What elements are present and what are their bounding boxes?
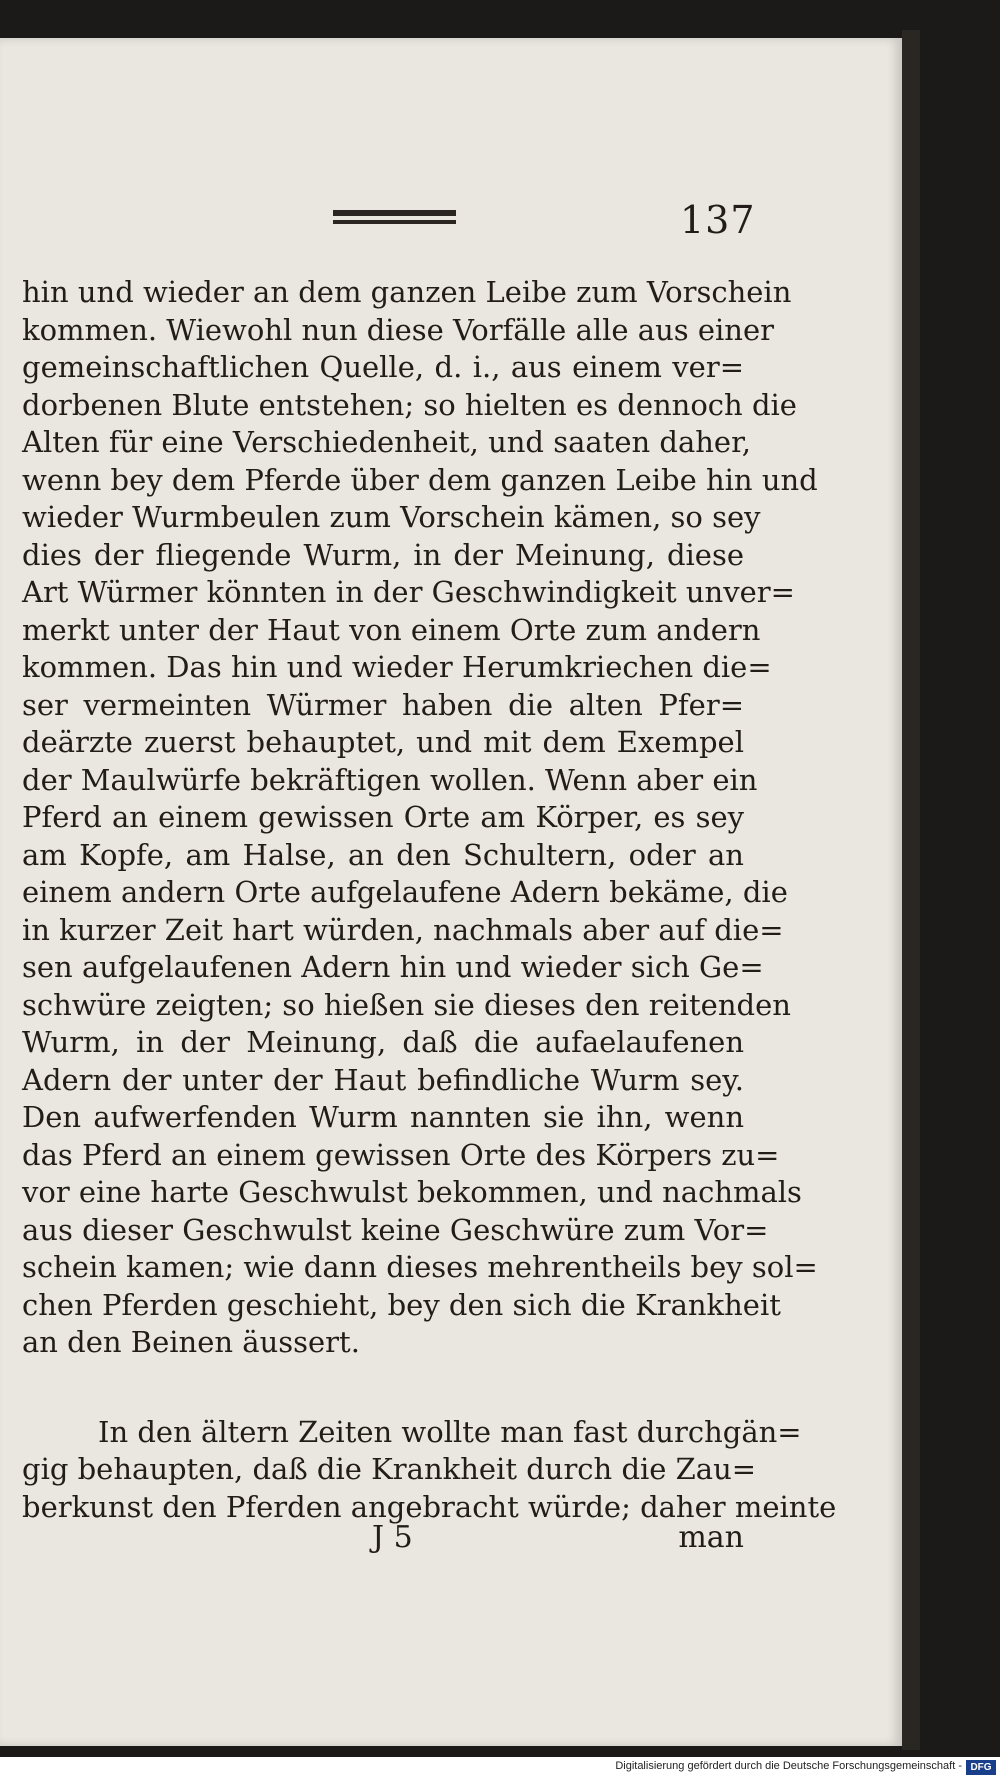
text-line: Alten für eine Verschiedenheit, und saaten daher, (22, 425, 751, 459)
catchword: man (678, 1520, 744, 1555)
signature-mark: J 5 (372, 1520, 413, 1555)
digitization-credit-bar (0, 1757, 1000, 1779)
text-line: wieder Wurmbeulen zum Vorschein kämen, so sey (22, 500, 761, 534)
header-ornament-rule (333, 210, 456, 224)
text-line: der Maulwürfe bekräftigen wollen. Wenn aber ein (22, 762, 758, 797)
text-line: kommen. Das hin und wieder Herumkriechen die= (22, 650, 772, 684)
text-line: schein kamen; wie dann dieses mehrentheils bey sol= (22, 1250, 818, 1284)
page-footer (0, 1518, 744, 1558)
text-line: in kurzer Zeit hart würden, nachmals aber auf die= (22, 912, 784, 947)
text-line: gemeinschaftlichen Quelle, d. i., aus einem ver= (22, 350, 744, 384)
text-line: dorbenen Blute entstehen; so hielten es dennoch die (22, 387, 797, 422)
text-line: hin und wieder an dem ganzen Leibe zum Vorschein (22, 275, 792, 309)
body-text (22, 274, 837, 1526)
text-line: Pferd an einem gewissen Orte am Körper, es sey (22, 800, 744, 834)
text-line: In den ältern Zeiten wollte man fast durchgän= (98, 1414, 802, 1449)
text-line: aus dieser Geschwulst keine Geschwüre zum Vor= (22, 1212, 769, 1247)
text-line: Adern der unter der Haut befindliche Wurm sey. (22, 1062, 744, 1097)
text-line: das Pferd an einem gewissen Orte des Körpers zu= (22, 1137, 780, 1172)
paragraph-gap (22, 1362, 744, 1414)
text-line: deärzte zuerst behauptet, und mit dem Exempel (22, 725, 744, 759)
text-line: gig behaupten, daß die Krankheit durch die Zau= (22, 1452, 757, 1486)
page-number: 137 (680, 198, 756, 242)
text-line: schwüre zeigten; so hießen sie dieses den reitenden (22, 987, 791, 1022)
text-line: merkt unter der Haut von einem Orte zum andern (22, 612, 761, 647)
text-line: vor eine harte Geschwulst bekommen, und nachmals (22, 1175, 802, 1209)
text-line: sen aufgelaufenen Adern hin und wieder sich Ge= (22, 950, 764, 984)
text-line: wenn bey dem Pferde über dem ganzen Leibe hin und (22, 462, 818, 497)
text-line: an den Beinen äussert. (22, 1325, 360, 1359)
text-line: dies der fliegende Wurm, in der Meinung, diese (22, 537, 744, 572)
header-rule-thin (333, 220, 456, 224)
text-line: kommen. Wiewohl nun diese Vorfälle alle aus einer (22, 312, 774, 347)
dfg-logo-icon: DFG (966, 1760, 996, 1775)
text-line: Art Würmer könnten in der Geschwindigkeit unver= (22, 575, 795, 609)
text-line: Den aufwerfenden Wurm nannten sie ihn, wenn (22, 1100, 744, 1134)
header-rule-thick (333, 210, 456, 216)
book-fore-edge (902, 30, 920, 1750)
text-line: Wurm, in der Meinung, daß die aufaelaufenen (22, 1025, 744, 1059)
book-page (0, 38, 902, 1746)
text-line: einem andern Orte aufgelaufene Adern bekäme, die (22, 875, 788, 909)
text-line: am Kopfe, am Halse, an den Schultern, oder an (22, 837, 744, 872)
text-line: chen Pferden geschieht, bey den sich die Krankheit (22, 1287, 781, 1322)
text-line: ser vermeinten Würmer haben die alten Pfer= (22, 687, 744, 722)
text-line: berkunst den Pferden angebracht würde; daher meinte (22, 1489, 837, 1524)
credit-text: Digitalisierung gefördert durch die Deutsche Forschungsgemeinschaft - (615, 1760, 962, 1772)
